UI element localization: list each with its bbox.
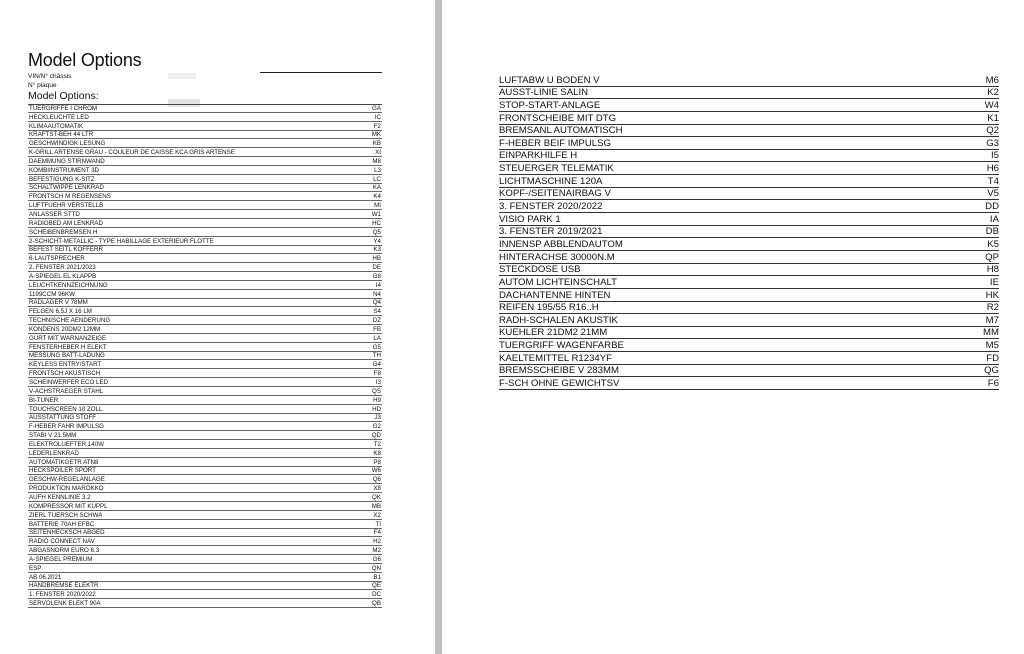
option-row: [499, 137, 999, 150]
option-name: ANLASSER STTD: [29, 210, 80, 218]
option-row: [28, 263, 382, 272]
option-code: X8: [373, 485, 381, 493]
option-code: LC: [373, 175, 381, 183]
option-name: ZIERL TUERSCH SCHWA: [29, 511, 103, 519]
option-row: [28, 573, 382, 582]
option-code: Q2: [986, 125, 999, 137]
option-row: [499, 327, 999, 340]
option-code: QB: [372, 600, 381, 608]
option-row: [28, 157, 382, 166]
option-row: [28, 201, 382, 210]
option-row: [28, 546, 382, 555]
option-name: SCHEINWERFER ECO LED: [29, 379, 109, 386]
option-row: [499, 188, 999, 201]
option-row: [499, 200, 999, 213]
option-row: [499, 352, 999, 365]
option-name: ELEKTROLUEFTER 140W: [29, 440, 104, 448]
option-name: MESSUNG BATT-LADUNG: [29, 352, 105, 360]
page-title: Model Options: [28, 50, 142, 70]
option-row: [499, 314, 999, 327]
option-code: G4: [372, 361, 381, 369]
option-row: [28, 219, 382, 228]
option-code: DC: [372, 591, 381, 599]
option-row: [28, 237, 382, 246]
document-page-right: [442, 0, 1024, 654]
option-name: KOMBIINSTRUMENT 3D: [29, 166, 100, 174]
option-name: RADH-SCHALEN AKUSTIK: [499, 314, 618, 326]
option-code: T4: [987, 175, 999, 187]
option-name: V-ACHSTRAEGER STAHL: [29, 387, 104, 395]
option-code: KB: [372, 140, 381, 148]
option-row: [28, 175, 382, 184]
option-name: LEDERLENKRAD: [29, 449, 79, 457]
option-name: 1199CCM 96KW: [29, 290, 75, 298]
page-divider: [435, 0, 442, 654]
option-row: [499, 125, 999, 138]
option-row: [28, 281, 382, 290]
option-name: ESP: [29, 564, 42, 572]
option-code: QD: [371, 432, 381, 440]
option-code: G6: [372, 555, 381, 563]
option-name: AUSSTATTUNG STOFF: [29, 414, 97, 422]
option-name: TOUCHSCREEN 10 ZOLL: [29, 405, 103, 413]
option-code: W4: [984, 99, 999, 111]
option-row: [499, 339, 999, 352]
option-name: STECKDOSE USB: [499, 264, 581, 276]
option-code: QK: [372, 493, 381, 501]
option-row: [28, 555, 382, 564]
option-name: 2-SCHICHT-METALLIC - TYPE HABILLAGE EXTERIEUR FLOTTE: [29, 237, 214, 245]
option-row: [28, 113, 382, 122]
option-name: KRAFTST-BEH 44 LTR: [29, 131, 94, 139]
option-code: X2: [373, 511, 381, 519]
option-row: [28, 290, 382, 299]
option-code: M6: [985, 74, 999, 86]
option-name: HINTERACHSE 30000N.M: [499, 251, 615, 263]
option-name: GESCHWINDIGK LESUNG: [29, 140, 106, 148]
option-code: HD: [372, 405, 381, 413]
option-row: [28, 148, 382, 157]
option-name: KONDENS 20DM2 12MM: [29, 325, 101, 333]
option-name: BEFEST SEITL KOFFERR: [29, 246, 103, 254]
option-code: K4: [373, 193, 381, 201]
plate-label: N° plaque: [28, 82, 57, 89]
options-list-right: [499, 74, 999, 390]
option-code: MI: [374, 202, 381, 210]
option-row: [28, 316, 382, 325]
option-name: SEITENHECKSCH ABGED: [29, 529, 105, 537]
option-name: DAEMMUNG STIRNWAND: [29, 157, 105, 165]
option-code: M5: [985, 340, 999, 352]
option-row: [28, 590, 382, 599]
option-row: [28, 582, 382, 591]
option-name: STEUERGER TELEMATIK: [499, 163, 614, 175]
option-name: 2. FENSTER 2021/2023: [29, 264, 96, 272]
option-code: FD: [986, 352, 999, 364]
option-code: I5: [990, 150, 999, 162]
option-row: [28, 369, 382, 378]
option-code: H6: [986, 163, 999, 175]
option-row: [28, 387, 382, 396]
option-row: [28, 431, 382, 440]
option-row: [28, 422, 382, 431]
option-name: FRONTSCH M REGENSENS: [29, 193, 111, 201]
option-name: AUTOM LICHTEINSCHALT: [499, 276, 617, 288]
option-row: [28, 139, 382, 148]
option-code: M2: [372, 547, 381, 555]
option-row: [499, 226, 999, 239]
option-code: I4: [375, 281, 381, 289]
option-row: [499, 251, 999, 264]
option-name: LUFTABW U BODEN V: [499, 74, 600, 86]
option-name: BEFESTIGUNG K-SITZ: [29, 175, 95, 183]
option-code: Q6: [372, 476, 381, 484]
option-code: K1: [987, 112, 999, 124]
option-row: [499, 74, 999, 87]
option-row: [28, 449, 382, 458]
option-name: BREMSANL AUTOMATISCH: [499, 125, 623, 137]
option-code: TH: [372, 352, 381, 360]
option-name: AB 06.2021: [29, 573, 62, 581]
option-name: TECHNISCHE AENDERUNG: [29, 317, 111, 325]
option-row: [499, 175, 999, 188]
option-code: HC: [372, 219, 381, 227]
option-name: ABGASNORM EURO 6.3: [29, 547, 100, 555]
option-name: RADLAGER V 78MM: [29, 299, 88, 307]
option-name: BREMSSCHEIBE V 283MM: [499, 365, 619, 377]
option-name: F-HEBER FAHR IMPULSG: [29, 423, 104, 431]
option-name: KUEHLER 21DM2 21MM: [499, 327, 608, 339]
option-code: S4: [373, 308, 381, 316]
option-code: V5: [987, 188, 999, 200]
option-name: KEYLESS ENTRY/START: [29, 361, 102, 369]
option-row: [28, 475, 382, 484]
option-code: J3: [374, 414, 381, 422]
option-name: LICHTMASCHINE 120A: [499, 175, 603, 187]
option-name: KOMPRESSOR MIT KUPPL: [29, 502, 108, 510]
option-row: [499, 112, 999, 125]
option-row: [28, 484, 382, 493]
option-code: K2: [987, 87, 999, 99]
option-name: HANDBREMSE ELEKTR: [29, 582, 99, 590]
option-row: [499, 276, 999, 289]
option-name: FRONTSCHEIBE MIT DTG: [499, 112, 617, 124]
option-row: [28, 599, 382, 608]
option-row: [499, 238, 999, 251]
option-row: [28, 493, 382, 502]
option-row: [28, 122, 382, 131]
option-code: QG: [984, 365, 999, 377]
option-row: [28, 228, 382, 237]
option-code: G5: [372, 343, 381, 351]
option-row: [28, 184, 382, 193]
option-code: KA: [372, 184, 381, 192]
option-code: L3: [374, 166, 381, 174]
option-row: [28, 458, 382, 467]
option-row: [28, 246, 382, 255]
option-code: W6: [371, 467, 381, 475]
option-code: FB: [373, 325, 381, 333]
option-name: EINPARKHILFE H: [499, 150, 578, 162]
option-row: [28, 334, 382, 343]
option-row: [499, 99, 999, 112]
option-row: [28, 307, 382, 316]
option-code: H8: [986, 264, 999, 276]
title-underline: [260, 72, 382, 73]
option-name: A-SPIEGEL EL KLAPPB: [29, 272, 97, 280]
option-name: FELGEN 6,5J X 16 LM: [29, 308, 92, 316]
option-code: F2: [373, 122, 381, 130]
option-name: RADIOBED AM LENKRAD: [29, 219, 103, 227]
option-name: BATTERIE 70AH EFBC: [29, 520, 95, 528]
option-name: AUTOMATIKGETR ATN8: [29, 458, 99, 466]
option-name: STABI V 21.5MM: [29, 432, 77, 440]
option-name: GURT MIT WARNANZEIGE: [29, 334, 107, 342]
option-name: TUERGRIFFE I CHROM: [29, 104, 98, 112]
option-name: FENSTERHEBER H ELEKT: [29, 343, 107, 351]
option-name: PRODUKTION MAROKKO: [29, 485, 104, 493]
option-row: [499, 302, 999, 315]
option-name: INNENSP ABBLENDAUTOM: [499, 238, 623, 250]
option-row: [499, 162, 999, 175]
option-code: QN: [371, 564, 381, 572]
option-row: [28, 325, 382, 334]
option-row: [28, 529, 382, 538]
option-name: HECKSPOILER SPORT: [29, 467, 96, 475]
vin-label: VIN/N° châssis: [28, 73, 72, 80]
option-code: K5: [987, 238, 999, 250]
option-code: K8: [373, 449, 381, 457]
option-code: GA: [372, 104, 381, 112]
option-name: FRONTSCH AKUSTISCH: [29, 370, 101, 378]
option-row: [499, 289, 999, 302]
option-row: [28, 360, 382, 369]
option-row: [499, 377, 999, 390]
option-row: [28, 414, 382, 423]
option-row: [28, 396, 382, 405]
option-code: K3: [373, 246, 381, 254]
option-name: KOPF-/SEITENAIRBAG V: [499, 188, 611, 200]
option-code: Y4: [373, 237, 381, 245]
option-code: HK: [985, 289, 999, 301]
option-code: Q4: [372, 299, 381, 307]
option-code: QE: [372, 582, 381, 590]
option-row: [28, 254, 382, 263]
option-code: MK: [371, 131, 381, 139]
option-code: I3: [375, 379, 381, 386]
option-name: GESCHW-REGELANLAGE: [29, 476, 105, 484]
option-row: [28, 343, 382, 352]
option-name: HECKLEUCHTE LED: [29, 113, 89, 121]
option-name: AUFH KENNLINIE 3.2: [29, 493, 91, 501]
option-code: TI: [375, 520, 381, 528]
option-code: DZ: [372, 317, 381, 325]
redacted-vin: [168, 73, 196, 79]
option-code: DD: [985, 201, 999, 213]
option-name: SCHEIBENBREMSEN H: [29, 228, 98, 236]
option-name: AUSST-LINIE SALIN: [499, 87, 589, 99]
option-code: F6: [987, 378, 999, 390]
option-row: [499, 150, 999, 163]
option-code: Q5: [372, 228, 381, 236]
option-name: 1. FENSTER 2020/2022: [29, 591, 96, 599]
option-code: IC: [374, 113, 381, 121]
option-code: T2: [373, 440, 381, 448]
option-code: H9: [373, 396, 381, 404]
option-row: [28, 166, 382, 175]
option-code: MM: [983, 327, 999, 339]
option-name: BI-TUNER: [29, 396, 59, 404]
option-row: [28, 352, 382, 361]
option-code: QS: [372, 387, 381, 395]
option-name: A-SPIEGEL PREMIUM: [29, 555, 93, 563]
option-code: HB: [372, 255, 381, 263]
option-code: IA: [989, 213, 999, 225]
options-list-left: [28, 104, 382, 608]
options-subtitle: Model Options:: [28, 90, 99, 102]
option-name: F-HEBER BEIF IMPULSG: [499, 137, 611, 149]
option-code: XI: [375, 149, 381, 157]
option-name: RADIO CONNECT NAV: [29, 538, 95, 546]
option-code: B1: [373, 573, 381, 581]
option-row: [28, 272, 382, 281]
option-code: F4: [373, 529, 381, 537]
option-code: DE: [372, 264, 381, 272]
option-row: [28, 405, 382, 414]
option-code: MB: [371, 502, 381, 510]
option-name: TUERGRIFF WAGENFARBE: [499, 340, 624, 352]
option-row: [28, 440, 382, 449]
option-name: SCHALTWIPPE LENKRAD: [29, 184, 104, 192]
option-row: [28, 131, 382, 140]
option-code: IE: [989, 276, 999, 288]
option-code: G8: [372, 272, 381, 280]
option-row: [28, 467, 382, 476]
option-name: SERVOLENK ELEKT 90A: [29, 600, 101, 608]
option-row: [28, 210, 382, 219]
option-code: H2: [373, 538, 381, 546]
option-code: LA: [373, 334, 381, 342]
option-code: DB: [985, 226, 999, 238]
option-code: QP: [985, 251, 999, 263]
option-code: M7: [985, 314, 999, 326]
option-row: [28, 104, 382, 113]
option-name: KAELTEMITTEL R1234YF: [499, 352, 613, 364]
option-name: LUFTFUEHR VERSTELLB: [29, 202, 104, 210]
option-row: [499, 365, 999, 378]
option-row: [28, 192, 382, 201]
option-code: F8: [373, 370, 381, 378]
option-row: [28, 537, 382, 546]
option-name: STOP-START-ANLAGE: [499, 99, 601, 111]
option-name: VISIO PARK 1: [499, 213, 561, 225]
document-page-left: [0, 0, 435, 654]
option-row: [28, 378, 382, 387]
option-name: 3. FENSTER 2020/2022: [499, 201, 603, 213]
option-row: [28, 502, 382, 511]
option-row: [499, 87, 999, 100]
option-code: R2: [986, 302, 999, 314]
option-row: [28, 564, 382, 573]
option-code: W1: [371, 210, 381, 218]
option-row: [499, 213, 999, 226]
option-name: K-GRILL ARTENSE GRAU - COULEUR DE CAISSE KCA GRIS ARTENSE: [29, 149, 235, 157]
option-name: 6-LAUTSPRECHER: [29, 255, 85, 263]
option-code: P8: [373, 458, 381, 466]
option-name: KLIMAAUTOMATIK: [29, 122, 84, 130]
option-name: REIFEN 195/55 R16..H: [499, 302, 599, 314]
option-code: N4: [373, 290, 381, 298]
option-row: [28, 520, 382, 529]
option-name: LEUCHTKENNZEICHNUNG: [29, 281, 108, 289]
option-code: M8: [372, 157, 381, 165]
option-row: [499, 264, 999, 277]
option-name: 3. FENSTER 2019/2021: [499, 226, 603, 238]
option-row: [28, 299, 382, 308]
option-name: DACHANTENNE HINTEN: [499, 289, 611, 301]
option-code: G3: [986, 137, 999, 149]
option-name: F-SCH OHNE GEWICHTSV: [499, 378, 620, 390]
option-row: [28, 511, 382, 520]
option-code: G2: [372, 423, 381, 431]
